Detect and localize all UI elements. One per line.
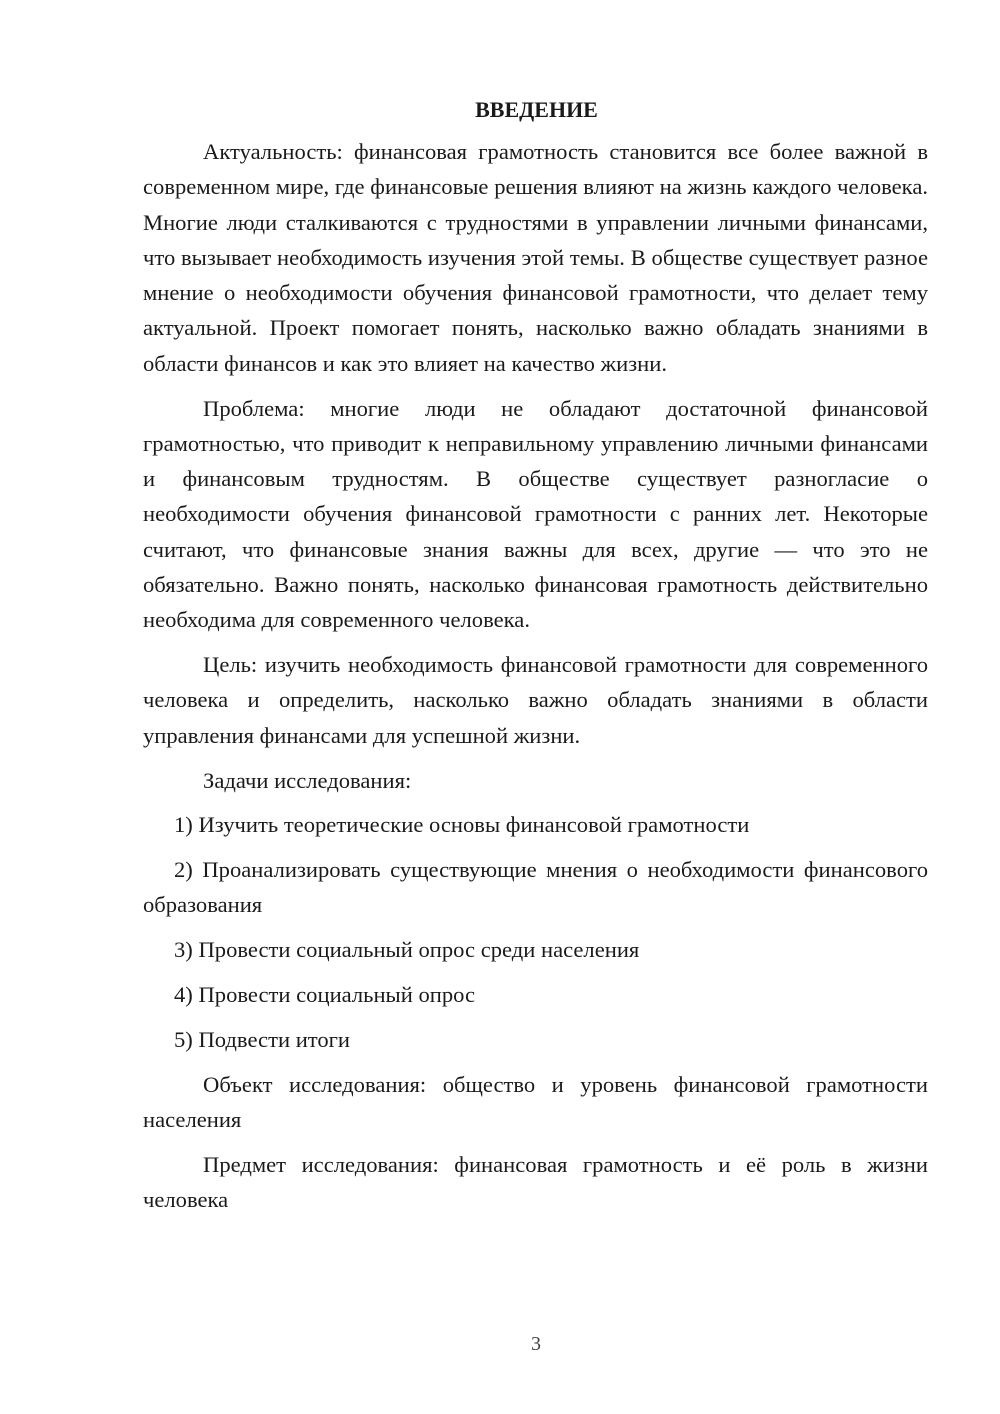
task-item: 4) Провести социальный опрос (174, 982, 476, 1008)
paragraph-problem: Проблема: многие люди не обладают достаточной финансовой грамотностью, что приводит к неправильному управлению личными финансами и финансовым трудностям. В обществе существует разногласие о необходимости обучения финансовой грамотности с ранних лет. Некоторые считают, что финансовые знания важны для всех, другие — что это не обязательно. Важно понять, насколько финансовая грамотность действительно необходима для современного человека. (143, 395, 928, 633)
paragraph-relevance: Актуальность: финансовая грамотность становится все более важной в современном мире, где финансовые решения влияют на жизнь каждого человека. Многие люди сталкиваются с трудностями в управлении личными финансами, что вызывает необходимость изучения этой темы. В обществе существует разное мнение о необходимости обучения финансовой грамотности, что делает тему актуальной. Проект помогает понять, насколько важно обладать знаниями в области финансов и как это влияет на качество жизни. (143, 139, 928, 376)
page-number: 3 (531, 1333, 541, 1355)
task-item: 2) Проанализировать существующие мнения о необходимости финансового образования (143, 857, 928, 918)
paragraph-subject: Предмет исследования: финансовая грамотность и её роль в жизни человека (143, 1151, 928, 1213)
tasks-heading: Задачи исследования: (203, 767, 412, 793)
task-item: 1) Изучить теоретические основы финансовой грамотности (174, 812, 750, 838)
section-title: ВВЕДЕНИЕ (475, 97, 598, 122)
paragraph-goal: Цель: изучить необходимость финансовой грамотности для современного человека и определить, насколько важно обладать знаниями в области управления финансами для успешной жизни. (143, 652, 928, 748)
page-content (143, 92, 928, 1227)
task-item: 5) Подвести итоги (174, 1026, 351, 1052)
paragraph-object: Объект исследования: общество и уровень финансовой грамотности населения (143, 1071, 928, 1132)
task-item: 3) Провести социальный опрос среди населения (174, 937, 640, 963)
